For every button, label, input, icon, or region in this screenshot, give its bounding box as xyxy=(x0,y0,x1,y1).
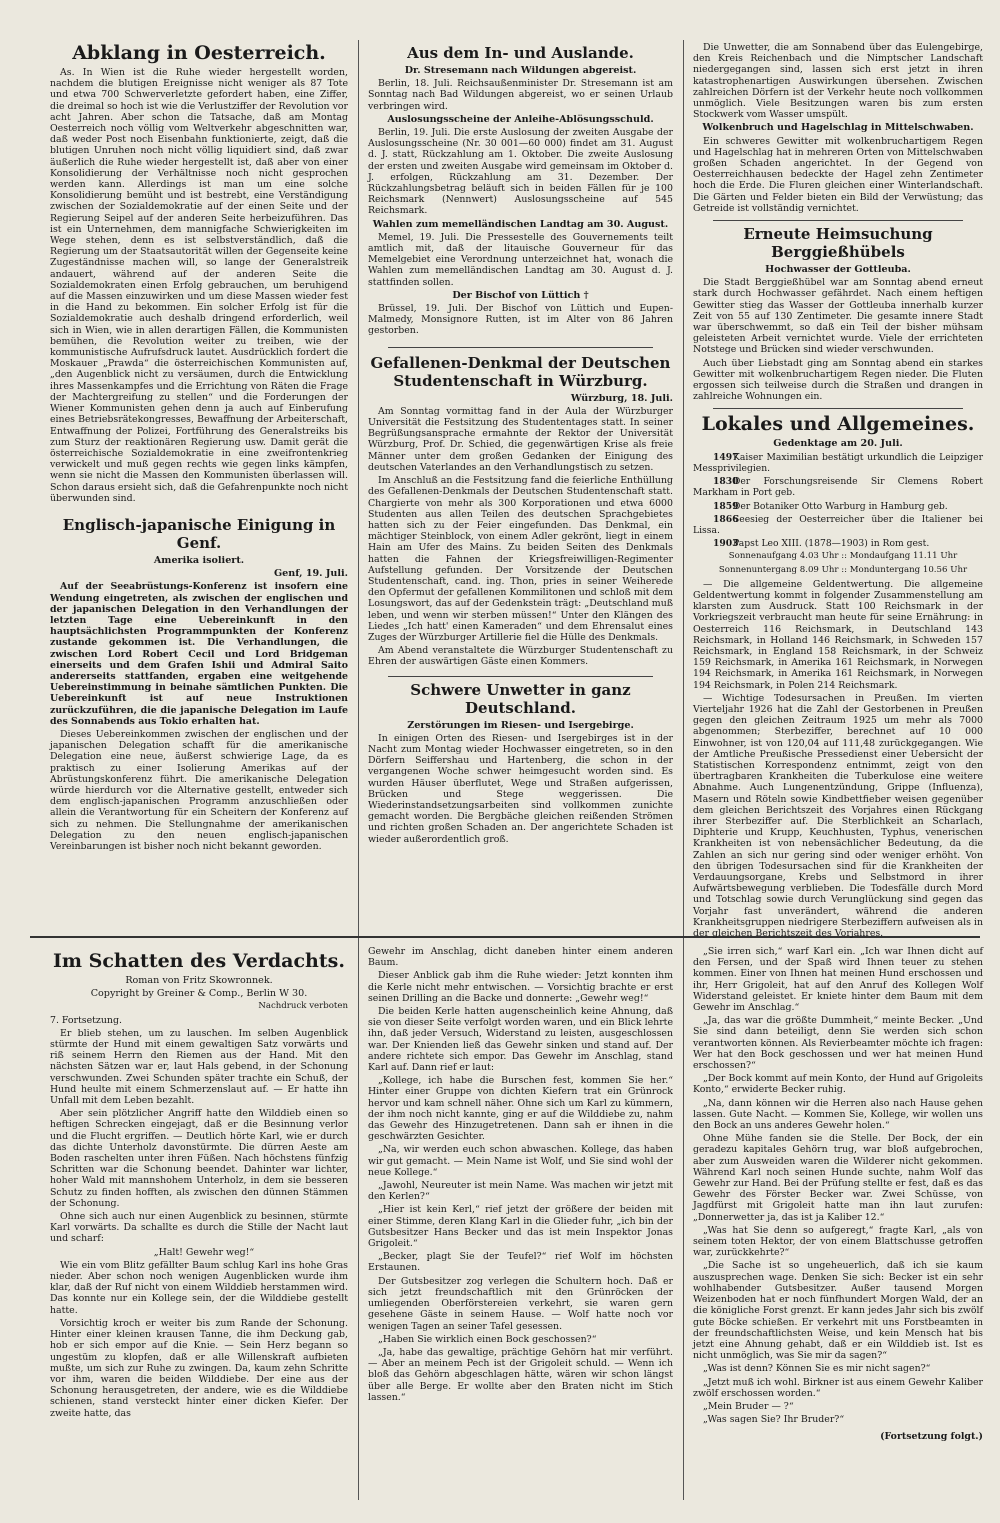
serial-byline: Roman von Fritz Skowronnek. xyxy=(125,975,273,986)
news-item-head: Dr. Stresemann nach Wildungen abgereist. xyxy=(404,65,637,76)
article-body: Auch über Liebstadt ging am Sonntag abend ein starkes Gewitter mit wolkenbruchartigem Regen nieder. Die Fluten ergossen sich teilweise durch die Straßen und drangen in zahlreiche Wohnungen ein. xyxy=(693,357,983,403)
serial-paragraph: „Was sagen Sie? Ihr Bruder?“ xyxy=(703,1414,845,1426)
serial-paragraph: „Mein Bruder — ?“ xyxy=(703,1400,794,1412)
serial-title: Im Schatten des Verdachts. xyxy=(53,950,345,972)
subheadline: Hochwasser der Gottleuba. xyxy=(765,264,911,276)
serial-column-1 xyxy=(50,946,348,1496)
article-body: As. In Wien ist die Ruhe wieder hergestellt worden, nachdem die blutigen Ereignisse nicht weniger als 87 Tote und etwa 700 Schwerverletzte gefordert haben, eine Ziffer, die dreimal so hoch ist wie die Verlustziffer der Revolution vor acht Jahren. Aber schon die Tatsache, daß am Montag Oesterreich noch völlig vom Weltverkehr abgeschnitten war, daß weder Post noch Eisenbahn funktionierte, zeigt, daß die blutigen Unruhen noch nicht völlig liquidiert sind, daß zwar äußerlich die Ruhe wieder hergestellt ist, daß aber von einer Konsolidierung der Verhältnisse noch nicht gesprochen werden kann. Allerdings ist man um eine solche Konsolidierung bemüht und ist bestrebt, eine Verständigung zwischen der Sozialdemokratie auf der einen Seite und der Regierung Seipel auf der anderen Seite herbeizuführen. Das ist ein Unternehmen, dem mannigfache Schwierigkeiten im Wege stehen, denn es ist selbstverständlich, daß die Regierung um der Staatsautorität willen der Gegenseite keine Zugeständnisse machen will, so lange der Generalstreik andauert, während auf der anderen Seite die Sozialdemokraten einen Erfolg gebrauchen, um beruhigend auf die Massen einzuwirken und um diese Massen wieder fest in die Hand zu bekommen. Ein solcher Erfolg ist für die Sozialdemokratie auch deshalb dringend erforderlich, weil sich in Wien, wie in allen derartigen Fällen, die Kommunisten bemühen, die Revolution weiter zu treiben, wie der kommunistische Aufrufsdruck lautet. Ausdrücklich fordert die Moskauer „Prawda“ die österreichischen Kommunisten auf, „den Augenblick nicht zu versäumen, durch die Entwicklung ihres Massenkampfes und die Errichtung von Räten die Frage der Machtergreifung zu stellen“ und die Forderungen der Wiener Kommunisten gehen denn ja auch auf Einberufung eines Betriebsrätekongresses, Bewaffnung der Arbeiterschaft, Entwaffnung der Polizei, Fortführung des Generalstreiks bis zum Sturz der reaktionären Regierung usw. Damit gerät die österreichische Sozialdemokratie in eine zweifrontenkrieg verwickelt und muß gegen rechts wie gegen links kämpfen, wenn sie nicht die Massen den Kommunisten überlassen will. Schon daraus ersieht sich, daß die Gefahrenpunkte noch nicht überwunden sind. xyxy=(50,67,348,504)
article-body: Dieses Uebereinkommen zwischen der englischen und der japanischen Delegation schafft für die amerikanische Delegation eine neue, äußerst schwierige Lage, da es praktisch zu einer Isolierung Amerikas auf der Abrüstungskonferenz führt. Die amerikanische Delegation würde hierdurch vor die Alternative gestellt, entweder sich dem englisch-japanischen Programm anzuschließen oder allein die Verantwortung für ein Scheitern der Konferenz auf sich zu nehmen. Die Stellungnahme der amerikanischen Delegation zu den neuen englisch-japanischen Vereinbarungen ist bisher noch nicht bekannt geworden. xyxy=(50,728,348,852)
article-body: — Wichtige Todesursachen in Preußen. Im vierten Vierteljahr 1926 hat die Zahl der Gestorbenen in Preußen gegen den gleichen Zeitraum 1925 um mehr als 7000 abgenommen; Sterbeziffer, berechnet auf 10 000 Einwohner, ist von 120,04 auf 111,48 zurückgegangen. Wie der Amtliche Preußische Pressedienst einer Uebersicht der Statistischen Korrespondenz entnimmt, zeigt von den übertragbaren Krankheiten die Tuberkulose eine weitere Abnahme. Auch Lungenentzündung, Grippe (Influenza), Masern und Röteln sowie Kindbettfieber weisen gegenüber dem gleichen Berichtszeit des Vorjahres einen Rückgang ihrer Sterbeziffer auf. Die Sterblichkeit an Scharlach, Diphterie und Krupp, Keuchhusten, Typhus, venerischen Krankheiten ist von nebensächlicher Bedeutung, da die Zahlen an sich nur gering sind oder weniger erhöht. Von den übrigen Todesursachen sind für die Krankheiten der Verdauungsorgane, Krebs und Selbstmord in ihrer Aufwärtsbewegung verblieben. Die Todesfälle durch Mord und Totschlag sowie durch Verunglückung sind gegen das Vorjahr fast unverändert, während die anderen Krankheitsgruppen niedrigere Sterbeziffern aufweisen als in der gleichen Berichtszeit des Vorjahres. xyxy=(693,692,983,940)
article-body: In einigen Orten des Riesen- und Isergebirges ist in der Nacht zum Montag wieder Hochwasser eingetreten, so in den Dörfern Seiffershau und Hartenberg, die schon in der vergangenen Woche schwer heimgesucht worden sind. Es wurden Häuser überflutet, Wege und Straßen aufgerissen, Brücken und Stege weggerissen. Die Wiederinstandsetzungsarbeiten sind vollkommen zunichte gemacht worden. Die Bergbäche gleichen reißenden Strömen und richten großen Schaden an. Der angerichtete Schaden ist wieder außerordentlich groß. xyxy=(368,732,673,845)
serial-paragraph: Ohne sich auch nur einen Augenblick zu besinnen, stürmte Karl vorwärts. Da schallte es durch die Stille der Nacht laut und scharf: xyxy=(50,1211,348,1245)
serial-paragraph: Vorsichtig kroch er weiter bis zum Rande der Schonung. Hinter einer kleinen krausen Tanne, die ihm Deckung gab, hob er sich empor auf die Knie. — Sein Herz begann so ungestüm zu klopfen, daß er alle Willenskraft aufbieten mußte, um sich zur Ruhe zu zwingen. Da, kaum zehn Schritte vor ihm, waren die beiden Wilddiebe. Der eine aus der Schonung herausgetreten, der andere, wie es die Wilddiebe schienen, stand versteckt hinter einer dicken Kiefer. Der zweite hatte, das xyxy=(50,1317,348,1419)
serial-paragraph: Die beiden Kerle hatten augenscheinlich keine Ahnung, daß sie von dieser Seite verfolgt worden waren, und ein Blick lehrte ihn, daß jeder Versuch, Widerstand zu leisten, ausgeschlossen war. Der Knienden ließ das Gewehr sinken und stand auf. Der andere richtete sich empor. Das Gewehr im Anschlag, stand Karl auf. Dann rief er laut: xyxy=(368,1006,673,1074)
article-body: Im Anschluß an die Festsitzung fand die feierliche Enthüllung des Gefallenen-Denkmals der Deutschen Studentenschaft statt. Chargierte von mehr als 300 Korporationen und etwa 6000 Studenten aus allen Teilen des deutschen Sprachgebietes hatten sich zu der Feier eingefunden. Das Denkmal, ein mächtiger Steinblock, von einem Adler gekrönt, liegt in einem Hain am Ufer des Mains. Zu beiden Seiten des Denkmals hatten die Fahnen der Kriegsfreiwilligen-Regimenter Aufstellung gefunden. Der Vorsitzende der Deutschen Studentenschaft, cand. ing. Thon, pries in seiner Weiherede den Opfermut der gefallenen Kommilitonen und schloß mit dem Losungswort, das auf der Gedenkstein trägt: „Deutschland muß leben, und wenn wir sterben müssen!“ Unter den Klängen des Liedes „Ich hatt' einen Kameraden“ und dem Ehrensalut eines Zuges der Würzburger Artillerie fiel die Hülle des Denkmals. xyxy=(368,475,673,643)
divider xyxy=(388,676,653,677)
gedenktag-year: 1859 xyxy=(713,500,739,512)
gedenktag-row xyxy=(693,452,983,474)
headline-genf: Englisch-japanische Einigung in Genf. xyxy=(62,515,336,552)
column-rule xyxy=(358,40,359,940)
gedenktag-year: 1830 xyxy=(713,476,739,488)
serial-paragraph: „Kollege, ich habe die Burschen fest, kommen Sie her.“ Hinter einer Gruppe von dichten Kiefern trat ein Grünrock hervor und kam schnell näher. Ohne sich um Karl zu kümmern, der ihm noch nicht kannte, ging er auf die Wilddiebe zu, nahm das Gewehr des Hinzugetretenen. Dann sah er ihnen in die geschwärzten Gesichter. xyxy=(368,1075,673,1143)
headline-unwetter: Schwere Unwetter in ganz Deutschland. xyxy=(410,680,631,717)
serial-paragraph: „Halt! Gewehr weg!“ xyxy=(153,1246,255,1258)
news-item-head: Auslosungsscheine der Anleihe-Ablösungsschuld. xyxy=(387,113,654,125)
serial-paragraph: „Was ist denn? Können Sie es mir nicht sagen?“ xyxy=(703,1363,931,1375)
sun-times: Sonnenaufgang 4.03 Uhr :: Mondaufgang 11.11 Uhr xyxy=(728,551,958,562)
serial-paragraph: Dieser Anblick gab ihm die Ruhe wieder: Jetzt konnten ihm die Kerle nicht mehr entwischen. — Vorsichtig brachte er erst seinen Drilling an die Backe und donnerte: „Gewehr weg!“ xyxy=(368,970,673,1004)
serial-paragraph: „Na, wir werden euch schon abwaschen. Kollege, das haben wir gut gemacht. — Mein Name ist Wolf, und Sie sind wohl der neue Kollege.“ xyxy=(368,1144,673,1178)
news-item-head: Wolkenbruch und Hagelschlag in Mittelschwaben. xyxy=(702,122,974,134)
article-body: Am Sonntag vormittag fand in der Aula der Würzburger Universität die Festsitzung des Studententages statt. In seiner Begrüßungsansprache ermahnte der Rektor der Universität Würzburg, Prof. Dr. Schied, die gegenwärtigen Krise als freie Männer unter dem großen Gedanken der Einigung des deutschen Vaterlandes an den Verhandlungstisch zu setzen. xyxy=(368,405,673,473)
serial-paragraph: Er blieb stehen, um zu lauschen. Im selben Augenblick stürmte der Hund mit einem gewaltigen Satz vorwärts und riß seinem Herrn den Riemen aus der Hand. Mit den nächsten Sätzen war er, laut Hals gebend, in der Schonung verschwunden. Zwei Schunden später trachte ein Schuß, der Hund heulte mit einem Schmerzenslaut auf. — Er hatte ihn Unfall mit dem Leben bezahlt. xyxy=(50,1027,348,1107)
headline-lokales: Lokales und Allgemeines. xyxy=(701,413,975,436)
serial-paragraph: „Haben Sie wirklich einen Bock geschossen?“ xyxy=(378,1333,597,1345)
article-lead: Auf der Seeabrüstungs-Konferenz ist insofern eine Wendung eingetreten, als zwischen der englischen und der japanischen Delegation in den Verhandlungen der letzten Tage eine Uebereinkunft in den hauptsächlichsten Programmpunkten der Konferenz zustande gekommen ist. Die Verhandlungen, die zwischen Lord Robert Cecil und Lord Bridgeman einerseits und dem Grafen Ishii und Admiral Saito andererseits stattfanden, ergaben eine weitgehende Uebereinstimmung in beinahe sämtlichen Punkten. Die Uebereinkunft ist auf neue Instruktionen zurückzuführen, die die japanische Delegation im Laufe des Sonnabends aus Tokio erhalten hat. xyxy=(50,581,348,727)
column-rule xyxy=(683,40,684,940)
divider xyxy=(713,408,963,409)
gedenktag-row xyxy=(693,538,983,549)
serial-column-2 xyxy=(368,946,673,1496)
serial-paragraph: Gewehr im Anschlag, dicht daneben hinter einem anderen Baum. xyxy=(368,946,673,969)
article-body: — Die allgemeine Geldentwertung. Die allgemeine Geldentwertung kommt in folgender Zusammenstellung am klarsten zum Ausdruck. Statt 100 Reichsmark in der Vorkriegszeit verbraucht man heute für seine Ernährung: in Oesterreich 116 Reichsmark, in Deutschland 143 Reichsmark, in Holland 146 Reichsmark, in Schweden 157 Reichsmark, in England 158 Reichsmark, in der Schweiz 159 Reichsmark, in Amerika 161 Reichsmark, in Norwegen 194 Reichsmark, in Amerika 161 Reichsmark, in Norwegen 194 Reichsmark, in Polen 214 Reichsmark. xyxy=(693,578,983,691)
dateline: Würzburg, 18. Juli. xyxy=(570,392,673,404)
gedenktag-text: Der Forschungsreisende Sir Clemens Robert Markham in Port geb. xyxy=(693,476,983,499)
news-item-text: Brüssel, 19. Juli. Der Bischof von Lüttich und Eupen-Malmedy, Monsignore Rutten, ist im Alter von 86 Jahren gestorben. xyxy=(368,303,673,337)
column-rule xyxy=(683,940,684,1500)
serial-paragraph: Der Gutsbesitzer zog verlegen die Schultern hoch. Daß er sich jetzt freundschaftlich mit den Grünröcken der umliegenden Oberförstereien verkehrt, sie waren gern gesehene Gäste in seinem Hause. — Wolf hatte noch vor wenigen Tagen an seiner Tafel gesessen. xyxy=(368,1275,673,1332)
subheadline: Amerika isoliert. xyxy=(153,554,245,566)
article-body: Die Unwetter, die am Sonnabend über das Eulengebirge, den Kreis Reichenbach und die Nimptscher Landschaft niedergegangen sind, lassen sich erst jetzt in ihren katastrophenartigen Auswirkungen übersehen. Zwischen zahlreichen Dörfern ist der Verkehr heute noch vollkommen unmöglich. Viele Besitzungen waren bis zum ersten Stockwerk vom Wasser umspült. xyxy=(693,42,983,121)
article-body: Am Abend veranstaltete die Würzburger Studentenschaft zu Ehren der auswärtigen Gäste einen Kommers. xyxy=(368,645,673,668)
headline-berggiesshuebel: Erneute Heimsuchung Berggießhübels xyxy=(743,225,933,262)
serial-paragraph: „Ja, habe das gewaltige, prächtige Gehörn hat mir verführt. — Aber an meinem Pech ist der Grigoleit schuld. — Wenn ich bloß das Gehörn abgeschlagen hätte, wären wir schon längst über alle Berge. Er wollte aber den Braten nicht im Stich lassen.“ xyxy=(368,1346,673,1403)
divider xyxy=(713,220,963,221)
column-right xyxy=(693,42,983,940)
gedenktag-row xyxy=(693,514,983,536)
news-item-head: Wahlen zum memelländischen Landtag am 30. August. xyxy=(372,218,669,230)
serial-paragraph: „Jawohl, Neureuter ist mein Name. Was machen wir jetzt mit den Kerlen?“ xyxy=(368,1180,673,1203)
serial-continued-note: (Fortsetzung folgt.) xyxy=(880,1431,983,1443)
gedenktag-year: 1497 xyxy=(713,451,739,463)
serial-installment: 7. Fortsetzung. xyxy=(50,1014,122,1026)
column-left xyxy=(50,38,348,928)
subheadline: Zerstörungen im Riesen- und Isergebirge. xyxy=(407,719,634,731)
gedenktag-text: Papst Leo XIII. (1878—1903) in Rom gest. xyxy=(733,538,930,550)
serial-paragraph: „Der Bock kommt auf mein Konto, der Hund auf Grigoleits Konto,“ erwiderte Becker ruhig. xyxy=(693,1073,983,1096)
dateline: Genf, 19. Juli. xyxy=(273,568,348,580)
news-item-text: Berlin, 19. Juli. Die erste Auslosung der zweiten Ausgabe der Auslosungsscheine (Nr. 30 001—60 000) findet am 31. August d. J. statt, Rückzahlung am 1. Oktober. Die zweite Auslosung der ersten und zweiten Ausgabe wird gemeinsam im Oktober d. J. erfolgen, Rückzahlung am 31. Dezember. Der Rückzahlungsbetrag beläuft sich in beiden Fällen für je 100 Reichsmark (Nennwert) Auslosungsscheine auf 545 Reichsmark. xyxy=(368,127,673,217)
news-item-text: Memel, 19. Juli. Die Pressestelle des Gouvernements teilt amtlich mit, daß der litauische Gouverneur für das Memelgebiet eine Verordnung unterzeichnet hat, wonach die Wahlen zum memelländischen Landtag am 30. August d. J. stattfinden sollen. xyxy=(368,231,673,288)
headline-oesterreich: Abklang in Oesterreich. xyxy=(72,42,326,64)
serial-paragraph: Ohne Mühe fanden sie die Stelle. Der Bock, der ein geradezu kapitales Gehörn trug, war bloß aufgebrochen, aber zum Ausweiden waren die Wilderer nicht gekommen. Während Karl noch seinen Hunde suchte, nahm Wolf das Gewehr zur Hand. Bei der Prüfung stellte er fest, daß es das Gewehr des Förster Becker war. Zwei Schüsse, von Jagdfürst mit Grigoleit hatte man ihn laut zurufen: „Donnerwetter ja, das ist ja Kaliber 12.“ xyxy=(693,1133,983,1223)
news-item-head: Der Bischof von Lüttich † xyxy=(452,289,589,301)
serial-paragraph: „Na, dann können wir die Herren also nach Hause gehen lassen. Gute Nacht. — Kommen Sie, Kollege, wir wollen uns den Bock an uns anderes Gewehr holen.“ xyxy=(693,1097,983,1132)
subheadline: Gedenktage am 20. Juli. xyxy=(773,438,903,450)
gedenktag-text: Seesieg der Oesterreicher über die Italiener bei Lissa. xyxy=(693,513,983,536)
serial-paragraph: „Hier ist kein Kerl,“ rief jetzt der größere der beiden mit einer Stimme, deren Klang Karl in die Glieder fuhr, „ich bin der Gutsbesitzer Hans Becker und das ist mein Inspektor Jonas Grigoleit.“ xyxy=(368,1204,673,1250)
gedenktag-text: Der Botaniker Otto Warburg in Hamburg geb. xyxy=(733,500,948,512)
serial-paragraph: „Ja, das war die größte Dummheit,“ meinte Becker. „Und Sie sind dann beteiligt, denn Sie werden sich schon verantworten können. Als Revierbeamter möchte ich fragen: Wer hat den Bock geschossen und wer hat meinen Hund erschossen?“ xyxy=(693,1015,983,1072)
column-middle xyxy=(368,40,673,930)
gedenktag-text: Kaiser Maximilian bestätigt urkundlich die Leipziger Messprivilegien. xyxy=(693,451,983,474)
serial-paragraph: „Was hat Sie denn so aufgeregt,“ fragte Karl, „als von seinem toten Hektor, der von einem Blattschusse getroffen war, zurückkehrte?“ xyxy=(693,1224,983,1259)
gedenktag-row xyxy=(693,501,983,512)
news-item-text: Berlin, 18. Juli. Reichsaußenminister Dr. Stresemann ist am Sonntag nach Bad Wildungen abgereist, wo er seinen Urlaub verbringen wird. xyxy=(368,78,673,112)
serial-paragraph: Aber sein plötzlicher Angriff hatte den Wilddieb einen so heftigen Schrecken eingejagt, daß er die Besinnung verlor und die Flucht ergriffen. — Deutlich hörte Karl, wie er durch das dichte Unterholz davonstürmte. Die dürren Aeste am Boden raschelten unter ihren Füßen. Nach höchstens fünfzig Schritten war die Schonung beendet. Dahinter war lichter, hoher Wald mit mannshohem Unterholz, in dem sie besseren Schutz zu finden hofften, als zwischen den dünnen Stämmen der Schonung. xyxy=(50,1108,348,1209)
serial-reprint-note: Nachdruck verboten xyxy=(258,1001,348,1012)
gedenktag-row xyxy=(693,476,983,498)
article-body: Die Stadt Berggießhübel war am Sonntag abend erneut stark durch Hochwasser gefährdet. Nach einem heftigen Gewitter stieg das Wasser der Gottleuba innerhalb kurzer Zeit von 55 auf 130 Zentimeter. Die gesamte innere Stadt war überschwemmt, so daß ein Teil der bisher mühsam geleisteten Arbeit vernichtet wurde. Viele der errichteten Notstege und Brücken sind wieder verschwunden. xyxy=(693,277,983,356)
serial-paragraph: „Sie irren sich,“ warf Karl ein. „Ich war Ihnen dicht auf den Fersen, und der Spaß wird Ihnen teuer zu stehen kommen. Einer von Ihnen hat meinen Hund erschossen und ihr, Herr Grigoleit, hat auf den Anruf des Kollegen Wolf Widerstand geleistet. Er kniete hinter dem Baum mit dem Gewehr im Anschlag.“ xyxy=(693,946,983,1014)
serial-column-3 xyxy=(693,946,983,1496)
serial-copyright: Copyright by Greiner & Comp., Berlin W 30. xyxy=(90,988,308,1000)
serial-paragraph: „Die Sache ist so ungeheuerlich, daß ich sie kaum auszusprechen wage. Denken Sie sich: Becker ist ein sehr wohlhabender Gutsbesitzer. Außer tausend Morgen Weizenboden hat er noch fünfhundert Morgen Wald, der an die königliche Forst grenzt. Er kann jedes Jahr sich bis zwölf gute Böcke schießen. Er verkehrt mit uns Forstbeamten in der freundschaftlichsten Weise, und kein Mensch hat bis jetzt eine Ahnung gehabt, daß er ein Wilddieb ist. Ist es nicht unmöglich, was Sie mir da sagen?“ xyxy=(693,1260,983,1362)
sun-times: Sonnenuntergang 8.09 Uhr :: Monduntergang 10.56 Uhr xyxy=(718,564,968,575)
gedenktag-year: 1903 xyxy=(713,538,739,550)
gedenktag-year: 1866 xyxy=(713,513,739,525)
headline-inland-ausland: Aus dem In- und Auslande. xyxy=(407,44,634,62)
serial-paragraph: Wie ein vom Blitz gefällter Baum schlug Karl ins hohe Gras nieder. Aber schon noch wenigen Augenblicken wurde ihm klar, daß der Ruf nicht von einem Wilddieb herstammen wird. Das konnte nur ein Kollege sein, der die Wilddiebe gestellt hatte. xyxy=(50,1259,348,1316)
serial-paragraph: „Jetzt muß ich wohl. Birkner ist aus einem Gewehr Kaliber zwölf erschossen worden.“ xyxy=(693,1376,983,1399)
divider xyxy=(388,347,653,348)
column-rule xyxy=(358,940,359,1500)
headline-denkmal: Gefallenen-Denkmal der Deutschen Studentenschaft in Würzburg. xyxy=(370,353,671,390)
article-body: Ein schweres Gewitter mit wolkenbruchartigem Regen und Hagelschlag hat in mehreren Orten von Mittelschwaben großen Schaden angerichtet. In der Gegend von Oesterreichhausen bedeckte der Hagel zehn Zentimeter hoch die Erde. Die Fluren gleichen einer Winterlandschaft. Die Gärten und Felder bieten ein Bild der Verwüstung; das Getreide ist vollständig vernichtet. xyxy=(693,135,983,214)
serial-paragraph: „Becker, plagt Sie der Teufel?“ rief Wolf im höchsten Erstaunen. xyxy=(368,1251,673,1274)
